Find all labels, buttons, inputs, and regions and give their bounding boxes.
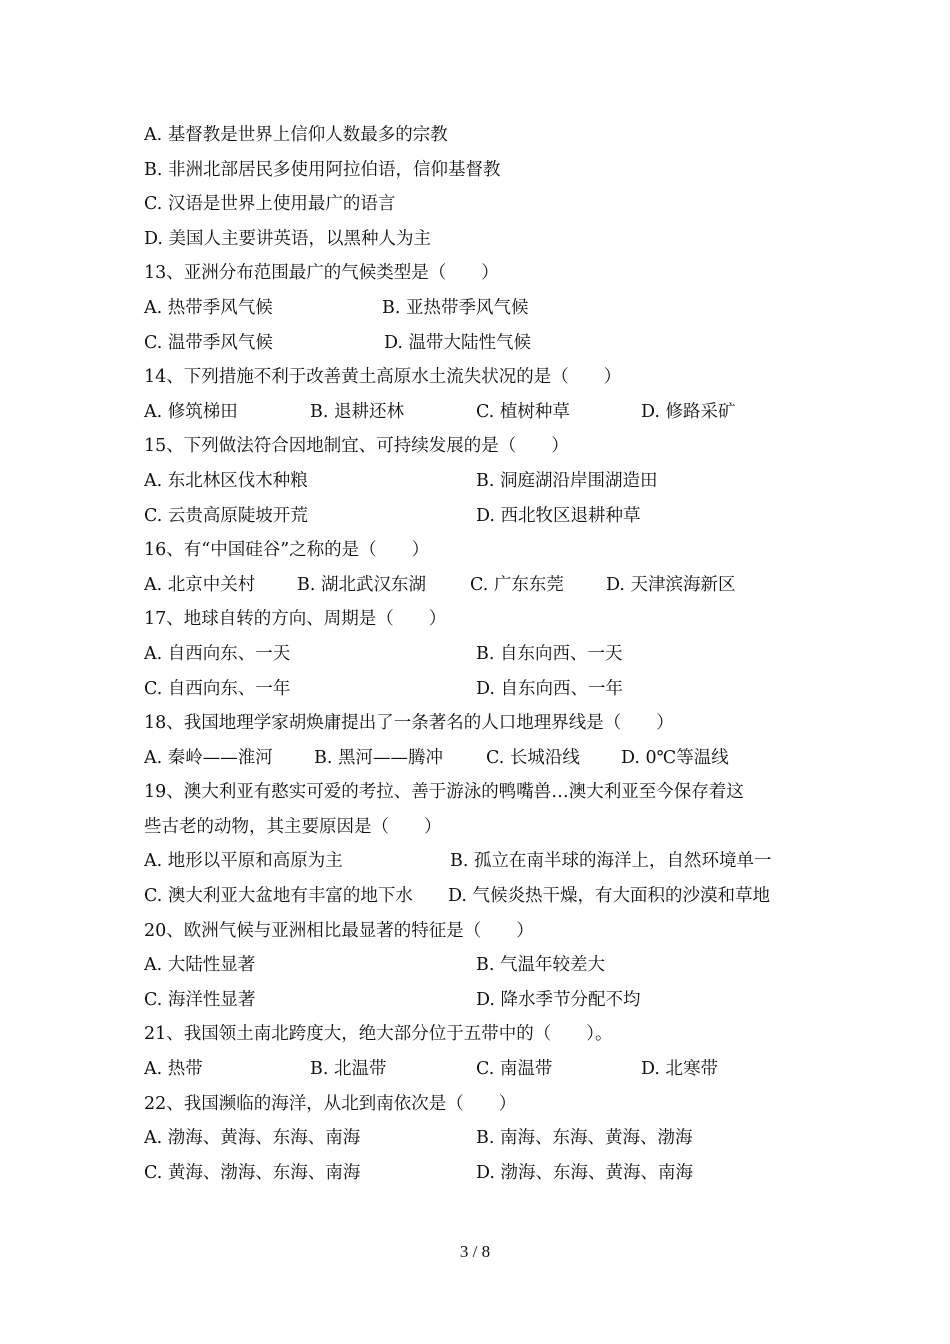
option: B. 自东向西、一天 <box>476 643 623 664</box>
option-row <box>144 1121 824 1156</box>
option: A. 东北林区伐木种粮 <box>144 470 308 491</box>
option-row <box>144 568 824 603</box>
option: D. 修路采矿 <box>641 401 736 422</box>
option-row <box>144 326 824 361</box>
option: A. 渤海、黄海、东海、南海 <box>144 1128 361 1149</box>
option-row <box>144 291 824 326</box>
option-row <box>144 464 824 499</box>
option: D. 天津滨海新区 <box>606 574 736 595</box>
option: A. 热带 <box>144 1059 203 1080</box>
option: B. 气温年较差大 <box>476 955 605 976</box>
page-number: 3 / 8 <box>459 1242 491 1261</box>
question-stem: 20、欧洲气候与亚洲相比最显著的特征是（ ） <box>144 920 534 941</box>
option: D. 西北牧区退耕种草 <box>476 505 641 526</box>
option: A. 地形以平原和高原为主 <box>144 851 343 872</box>
option: C. 澳大利亚大盆地有丰富的地下水 <box>144 886 413 907</box>
option: B. 亚热带季风气候 <box>382 297 529 318</box>
option: B. 黑河——腾冲 <box>314 747 443 768</box>
question-list <box>144 118 824 1190</box>
option: C. 温带季风气候 <box>144 332 273 353</box>
option: D. 温带大陆性气候 <box>384 332 532 353</box>
option: A. 秦岭——淮河 <box>144 747 273 768</box>
option: B. 湖北武汉东湖 <box>297 574 426 595</box>
option-line: A. 基督教是世界上信仰人数最多的宗教 <box>144 125 448 145</box>
option: C. 长城沿线 <box>486 747 580 768</box>
option-row <box>144 395 824 430</box>
option: D. 降水季节分配不均 <box>476 989 641 1010</box>
option: D. 0℃等温线 <box>621 747 729 768</box>
option: C. 植树种草 <box>476 401 570 422</box>
option: B. 南海、东海、黄海、渤海 <box>476 1128 693 1149</box>
option: A. 热带季风气候 <box>144 297 273 318</box>
option-row <box>144 1156 824 1191</box>
option: A. 大陆性显著 <box>144 955 256 976</box>
option: D. 北寒带 <box>641 1059 719 1080</box>
option: D. 气候炎热干燥，有大面积的沙漠和草地 <box>448 886 771 907</box>
question-stem: 14、下列措施不利于改善黄土高原水土流失状况的是（ ） <box>144 367 622 388</box>
question-stem-continued: 些古老的动物，其主要原因是（ ） <box>144 816 442 837</box>
option-row <box>144 637 824 672</box>
option: A. 自西向东、一天 <box>144 643 291 664</box>
question-stem: 17、地球自转的方向、周期是（ ） <box>144 609 447 630</box>
option: C. 海洋性显著 <box>144 989 256 1010</box>
option-row <box>144 983 824 1018</box>
option-row <box>144 499 824 534</box>
question-stem: 15、下列做法符合因地制宜、可持续发展的是（ ） <box>144 436 569 457</box>
option-row <box>144 844 824 879</box>
question-stem: 21、我国领土南北跨度大，绝大部分位于五带中的（ ）。 <box>144 1024 613 1045</box>
option-row <box>144 948 824 983</box>
option: C. 黄海、渤海、东海、南海 <box>144 1162 361 1183</box>
option-line: D. 美国人主要讲英语，以黑种人为主 <box>144 228 432 249</box>
option: A. 北京中关村 <box>144 574 256 595</box>
option-line: C. 汉语是世界上使用最广的语言 <box>144 194 396 215</box>
option: B. 孤立在南半球的海洋上，自然环境单一 <box>450 851 772 872</box>
option: B. 退耕还林 <box>310 401 404 422</box>
option-line: B. 非洲北部居民多使用阿拉伯语，信仰基督教 <box>144 159 501 180</box>
question-stem: 19、澳大利亚有憨实可爱的考拉、善于游泳的鸭嘴兽…澳大利亚至今保存着这 <box>144 782 744 803</box>
option: B. 洞庭湖沿岸围湖造田 <box>476 470 658 491</box>
question-stem: 22、我国濒临的海洋，从北到南依次是（ ） <box>144 1093 517 1114</box>
option-row <box>144 879 824 914</box>
question-stem: 18、我国地理学家胡焕庸提出了一条著名的人口地理界线是（ ） <box>144 713 674 734</box>
option-row <box>144 1052 824 1087</box>
option: D. 自东向西、一年 <box>476 678 624 699</box>
option: B. 北温带 <box>310 1059 387 1080</box>
option: C. 自西向东、一年 <box>144 678 291 699</box>
question-stem: 16、有“中国硅谷”之称的是（ ） <box>144 540 430 561</box>
option: C. 广东东莞 <box>470 574 564 595</box>
option-row <box>144 741 824 776</box>
option-row <box>144 672 824 707</box>
option: A. 修筑梯田 <box>144 401 238 422</box>
option: C. 云贵高原陡坡开荒 <box>144 505 308 526</box>
option: D. 渤海、东海、黄海、南海 <box>476 1162 694 1183</box>
question-stem: 13、亚洲分布范围最广的气候类型是（ ） <box>144 263 499 284</box>
option: C. 南温带 <box>476 1059 553 1080</box>
